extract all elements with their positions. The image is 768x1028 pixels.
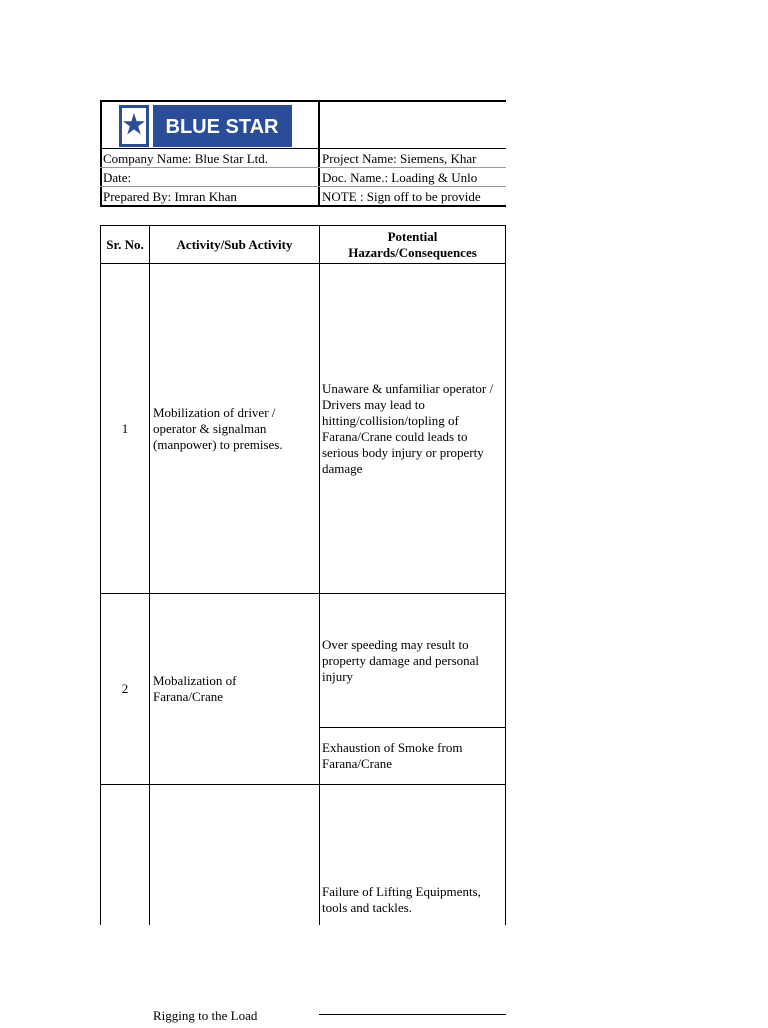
row-2-hazard-2	[322, 728, 504, 784]
project-name: Project Name: Siemens, Khar	[322, 151, 477, 166]
doc-name: Doc. Name.: Loading & Unlo	[322, 170, 478, 185]
hazard-text: Unaware & unfamiliar operator / Drivers may lead to hitting/collision/topling of Farana/Crane could leads to serious body injury or property damage	[322, 380, 494, 476]
activity-text: Mobalization of Farana/Crane	[153, 673, 237, 704]
date-label: Date:	[103, 170, 132, 185]
activity-text: Mobilization of driver / operator & signalman (manpower) to premises.	[153, 404, 283, 452]
column-header-sr-no: Sr. No.	[106, 236, 144, 252]
row-2-activity	[153, 594, 303, 784]
activity-text: Rigging to the Load	[153, 1008, 258, 1023]
document-page	[100, 100, 506, 1023]
hazard-text: Exhaustion of Smoke from Farana/Crane	[322, 740, 463, 771]
row-3-sr	[101, 785, 149, 1025]
sub-row-divider	[319, 1014, 506, 1015]
prepared-by: Prepared By: Imran Khan	[103, 189, 237, 204]
logo-cell	[102, 102, 318, 149]
company-name: Company Name: Blue Star Ltd.	[103, 151, 269, 166]
column-header-activity: Activity/Sub Activity	[176, 236, 293, 252]
hazard-text: Failure of Lifting Equipments, tools and tackles.	[322, 883, 481, 915]
row-1-activity	[153, 264, 317, 593]
row-3-activity	[153, 1008, 317, 1028]
row-2-sr: 2	[121, 681, 129, 696]
header-row-prepared	[100, 187, 506, 206]
header-row-company	[100, 149, 506, 168]
header-row-date	[100, 168, 506, 187]
row-3-hazard	[322, 785, 504, 1014]
brand-name: BLUE STAR	[165, 116, 279, 138]
column-header-hazards: Potential Hazards/Consequences	[348, 228, 477, 260]
hazard-text: Over speeding may result to property damage and personal injury	[322, 636, 480, 684]
table-column-divider	[149, 225, 150, 925]
table-column-divider	[319, 225, 320, 925]
row-1-sr: 1	[121, 420, 129, 436]
table-border-right	[505, 225, 506, 925]
document-header	[100, 100, 506, 207]
note: NOTE : Sign off to be provide	[322, 189, 481, 204]
row-1-hazard	[322, 264, 504, 593]
row-2-hazard-1	[322, 594, 504, 727]
blue-star-logo	[119, 104, 292, 148]
